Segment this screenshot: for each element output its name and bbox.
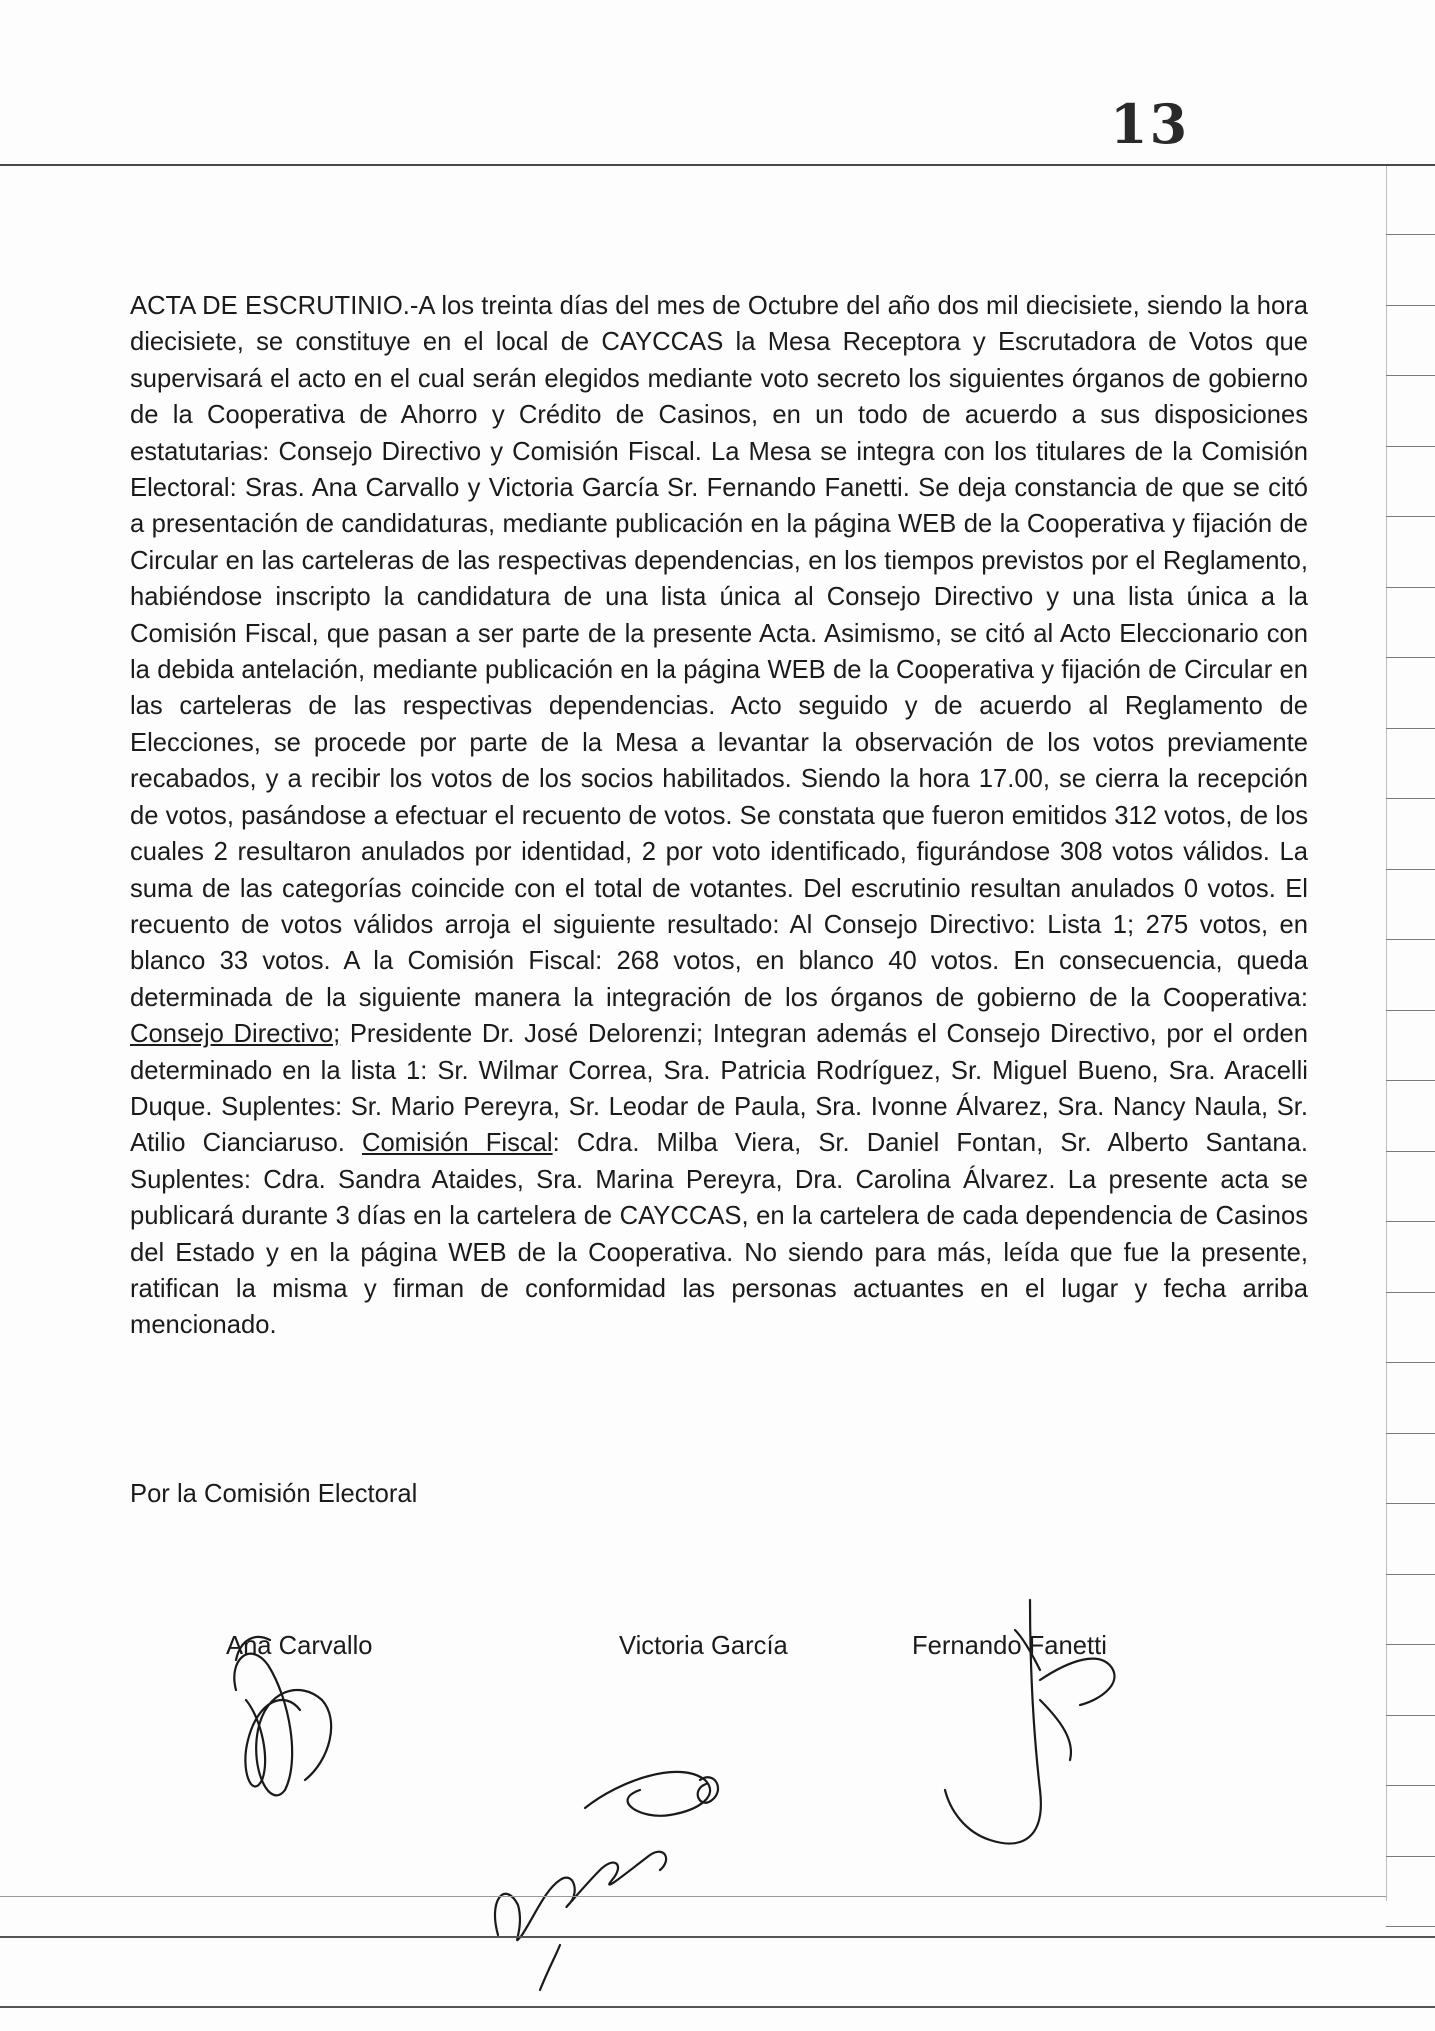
signatory-name-1: Ana Carvallo bbox=[226, 1632, 373, 1660]
margin-tick bbox=[1386, 1080, 1435, 1081]
margin-tick bbox=[1386, 657, 1435, 658]
bottom-rule-upper bbox=[0, 1936, 1435, 1938]
closing-line: Por la Comisión Electoral bbox=[130, 1480, 418, 1508]
margin-tick bbox=[1386, 305, 1435, 306]
margin-tick bbox=[1386, 1503, 1435, 1504]
margin-tick bbox=[1386, 1856, 1435, 1857]
margin-tick bbox=[1386, 1715, 1435, 1716]
top-rule bbox=[0, 164, 1435, 166]
inner-ruled-line bbox=[0, 1896, 1386, 1897]
margin-tick bbox=[1386, 1292, 1435, 1293]
underlined-consejo-directivo: Consejo Directivo; bbox=[130, 1020, 341, 1049]
acta-body bbox=[130, 288, 1308, 1344]
bottom-rule-lower bbox=[0, 2006, 1435, 2008]
signatory-name-2: Victoria García bbox=[619, 1632, 788, 1660]
margin-tick bbox=[1386, 446, 1435, 447]
margin-tick bbox=[1386, 1010, 1435, 1011]
margin-tick bbox=[1386, 728, 1435, 729]
margin-tick bbox=[1386, 1433, 1435, 1434]
margin-tick bbox=[1386, 1785, 1435, 1786]
margin-tick bbox=[1386, 869, 1435, 870]
margin-tick bbox=[1386, 1926, 1435, 1927]
margin-tick bbox=[1386, 516, 1435, 517]
margin-tick bbox=[1386, 1574, 1435, 1575]
margin-tick bbox=[1386, 234, 1435, 235]
margin-tick bbox=[1386, 798, 1435, 799]
folio-number: 13 bbox=[1110, 92, 1190, 156]
margin-tick bbox=[1386, 375, 1435, 376]
margin-tick bbox=[1386, 1362, 1435, 1363]
signature-victoria-garcia bbox=[495, 1772, 718, 1990]
margin-tick bbox=[1386, 587, 1435, 588]
margin-tick bbox=[1386, 939, 1435, 940]
underlined-comision-fiscal: Comisión Fiscal bbox=[361, 1129, 553, 1158]
margin-ruled-ticks bbox=[1386, 166, 1435, 1901]
acta-segment-3: : Cdra. Milba Viera, Sr. Daniel Fontan, Sr. Alberto Santana. Suplentes: Cdra. Sandra Ataides, Sra. Marina Pereyra, Dra. Carolina Álvarez. La presente acta se publicará durante 3 días en la cartelera de CAYCCAS, en la cartelera de cada dependencia de Casinos del Estado y en la página WEB de la Cooperativa. No siendo para más, leída que fue la presente, ratifican la misma y firman de conformidad las personas actuantes en el lugar y fecha arriba mencionado. bbox=[130, 1129, 1309, 1340]
margin-tick bbox=[1386, 1644, 1435, 1645]
signatory-name-3: Fernando Fanetti bbox=[912, 1632, 1107, 1660]
margin-tick bbox=[1386, 1221, 1435, 1222]
acta-paragraph: ACTA DE ESCRUTINIO.-A los treinta días del mes de Octubre del año dos mil diecisiete, siendo la hora diecisiete, se constituye en el local de CAYCCAS la Mesa Receptora y Escrutadora de Votos que supervisará el acto en el cual serán elegidos mediante voto secreto los siguientes órganos de gobierno de la Cooperativa de Ahorro y Crédito de Casinos, en un todo de acuerdo a sus disposiciones estatutarias: Consejo Directivo y Comisión Fiscal. La Mesa se integra con los titulares de la Comisión Electoral: Sras. Ana Carvallo y Victoria García Sr. Fernando Fanetti. Se deja constancia de que se citó a presentación de candidaturas, mediante publicación en la página WEB de la Cooperativa y fijación de Circular en las carteleras de las respectivas dependencias, en los tiempos previstos por el Reglamento, habiéndose inscripto la candidatura de una lista única al Consejo Directivo y una lista única a la Comisión Fiscal, que pasan a ser parte de la presente Acta. Asimismo, se citó al Acto Eleccionario con la debida antelación, mediante publicación en la página WEB de la Cooperativa y fijación de Circular en las carteleras de las respectivas dependencias. Acto seguido y de acuerdo al Reglamento de Elecciones, se procede por parte de la Mesa a levantar la observación de los votos previamente recabados, y a recibir los votos de los socios habilitados. Siendo la hora 17.00, se cierra la recepción de votos, pasándose a efectuar el recuento de votos. Se constata que fueron emitidos 312 votos, de los cuales 2 resultaron anulados por identidad, 2 por voto identificado, figurándose 308 votos válidos. La suma de las categorías coincide con el total de votantes. Del escrutinio resultan anulados 0 votos. El recuento de votos válidos arroja el siguiente resultado: Al Consejo Directivo: Lista 1; 275 votos, en blanco 33 votos. A la Comisión Fiscal: 268 votos, en blanco 40 votos. En consecuencia, queda determinada de la siguiente manera la integración de los órganos de gobierno de la Cooperativa: bbox=[130, 292, 1308, 1012]
margin-tick bbox=[1386, 1151, 1435, 1152]
acta-segment-2: Presidente Dr. José Delorenzi; Integran además el Consejo Directivo, por el orden determinado en la lista 1: Sr. Wilmar Correa, Sra. Patricia Rodríguez, Sr. Miguel Bueno, Sra. Aracelli Duque. Suplentes: Sr. Mario Pereyra, Sr. Leodar de Paula, Sra. Ivonne Álvarez, Sra. Nancy Naula, Sr. Atilio Cianciaruso. bbox=[130, 1020, 1308, 1158]
